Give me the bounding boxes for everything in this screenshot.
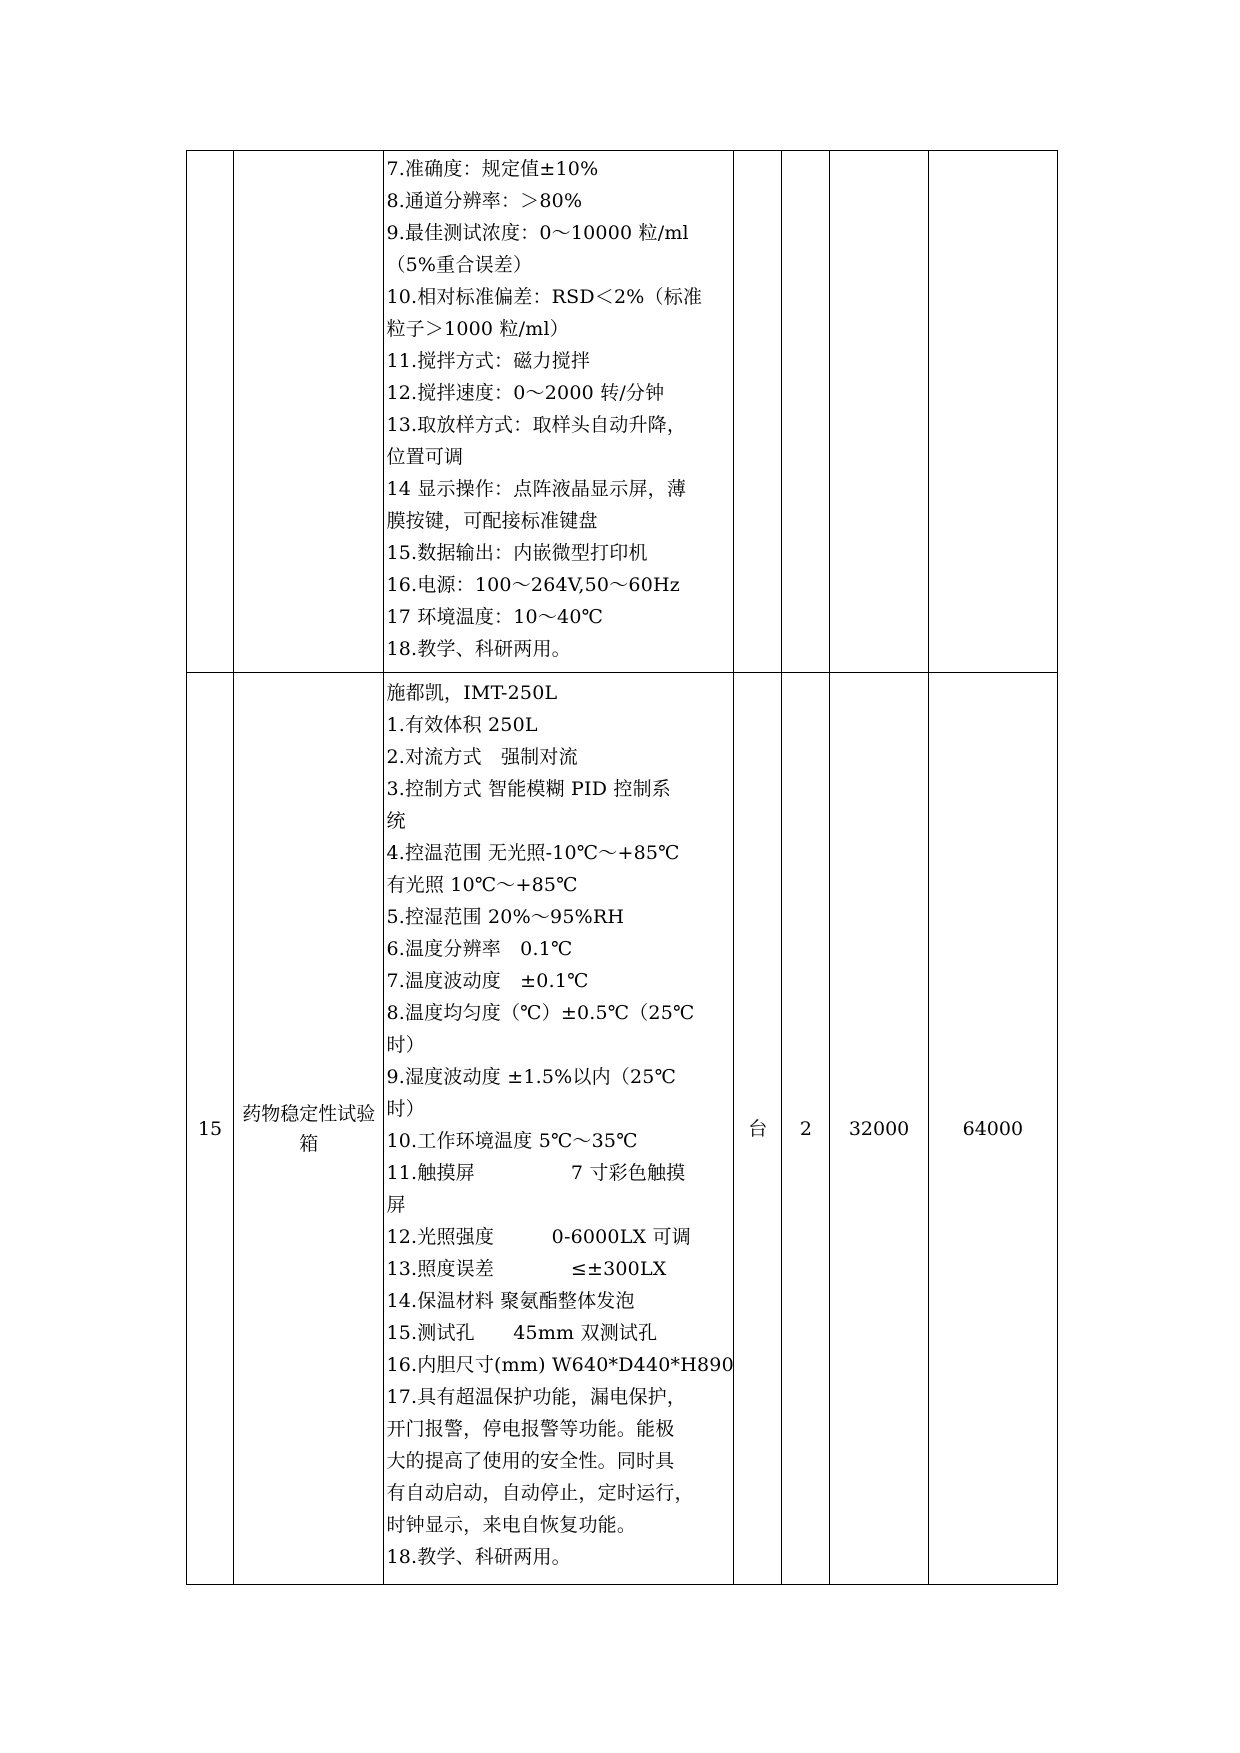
spec-line: 18.教学、科研两用。: [386, 1546, 571, 1568]
spec-cell: [384, 673, 734, 1585]
spec-line: 开门报警，停电报警等功能。能极: [386, 1418, 675, 1440]
spec-line: 11.搅拌方式：磁力搅拌: [386, 350, 591, 372]
spec-line: 12.光照强度 0-6000LX 可调: [386, 1226, 691, 1248]
spec-line: 9.湿度波动度 ±1.5%以内（25℃: [386, 1066, 677, 1088]
spec-line: 12.搅拌速度：0～2000 转/分钟: [386, 382, 665, 404]
spec-line: （5%重合误差）: [386, 254, 533, 276]
spec-line: 时钟显示，来电自恢复功能。: [386, 1514, 637, 1536]
spec-line: 13.照度误差 ≤±300LX: [386, 1258, 667, 1280]
spec-line: 7.准确度：规定值±10%: [386, 158, 599, 180]
spec-line: 6.温度分辨率 0.1℃: [386, 938, 573, 960]
spec-line: 时）: [386, 1098, 425, 1120]
spec-line: 17 环境温度：10～40℃: [386, 606, 604, 628]
spec-line: 17.具有超温保护功能，漏电保护，: [386, 1386, 687, 1408]
spec-line: 10.相对标准偏差：RSD＜2%（标准: [386, 286, 703, 308]
spec-line: 7.温度波动度 ±0.1℃: [386, 970, 589, 992]
spec-line: 16.电源：100～264V,50～60Hz: [386, 574, 680, 596]
total-price-cell: [928, 151, 1057, 673]
spec-line: 大的提高了使用的安全性。同时具: [386, 1450, 675, 1472]
spec-line: 时）: [386, 1034, 425, 1056]
spec-line: 3.控制方式 智能模糊 PID 控制系: [386, 778, 672, 800]
spec-line: 13.取放样方式：取样头自动升降，: [386, 414, 687, 436]
spec-line: 1.有效体积 250L: [386, 714, 538, 736]
table-row: [187, 673, 1058, 1585]
unit-cell: 台: [734, 673, 782, 1585]
item-number-cell: 15: [187, 673, 234, 1585]
spec-line: 粒子＞1000 粒/ml）: [386, 318, 569, 340]
item-name-cell: [234, 673, 384, 1585]
spec-line: 11.触摸屏 7 寸彩色触摸: [386, 1162, 686, 1184]
table-row: [187, 151, 1058, 673]
spec-line: 15.数据输出：内嵌微型打印机: [386, 542, 648, 564]
spec-line: 15.测试孔 45mm 双测试孔: [386, 1322, 658, 1344]
item-name-line: 药物稳定性试验: [242, 1102, 376, 1125]
quantity-cell: 2: [782, 673, 830, 1585]
spec-line: 有自动启动，自动停止，定时运行，: [386, 1482, 694, 1504]
spec-line: 14 显示操作：点阵液晶显示屏，薄: [386, 478, 687, 500]
spec-cell: [384, 151, 734, 673]
unit-cell: [734, 151, 782, 673]
spec-line: 有光照 10℃～+85℃: [386, 874, 578, 896]
spec-line: 2.对流方式 强制对流: [386, 746, 578, 768]
spec-line: 10.工作环境温度 5℃～35℃: [386, 1130, 638, 1152]
quantity-cell: [782, 151, 830, 673]
spec-line: 位置可调: [386, 446, 464, 468]
spec-line: 5.控湿范围 20%～95%RH: [386, 906, 625, 928]
total-price-cell: 64000: [928, 673, 1057, 1585]
spec-line: 9.最佳测试浓度：0～10000 粒/ml: [386, 222, 689, 244]
spec-line: 14.保温材料 聚氨酯整体发泡: [386, 1290, 635, 1312]
item-number-cell: [187, 151, 234, 673]
spec-line: 8.温度均匀度（℃）±0.5℃（25℃: [386, 1002, 695, 1024]
spec-line: 4.控温范围 无光照-10℃～+85℃: [386, 842, 680, 864]
spec-line: 施都凯，IMT-250L: [386, 682, 558, 704]
spec-line: 16.内胆尺寸(mm) W640*D440*H890: [386, 1354, 734, 1376]
unit-price-cell: [830, 151, 928, 673]
unit-price-cell: 32000: [830, 673, 928, 1585]
item-name-line: 箱: [299, 1132, 319, 1155]
spec-line: 屏: [386, 1194, 406, 1216]
spec-line: 膜按键，可配接标准键盘: [386, 510, 598, 532]
equipment-spec-table: [186, 150, 1058, 1585]
spec-line: 统: [386, 810, 406, 832]
spec-line: 18.教学、科研两用。: [386, 638, 571, 660]
item-name-cell: [234, 151, 384, 673]
spec-line: 8.通道分辨率：＞80%: [386, 190, 583, 212]
